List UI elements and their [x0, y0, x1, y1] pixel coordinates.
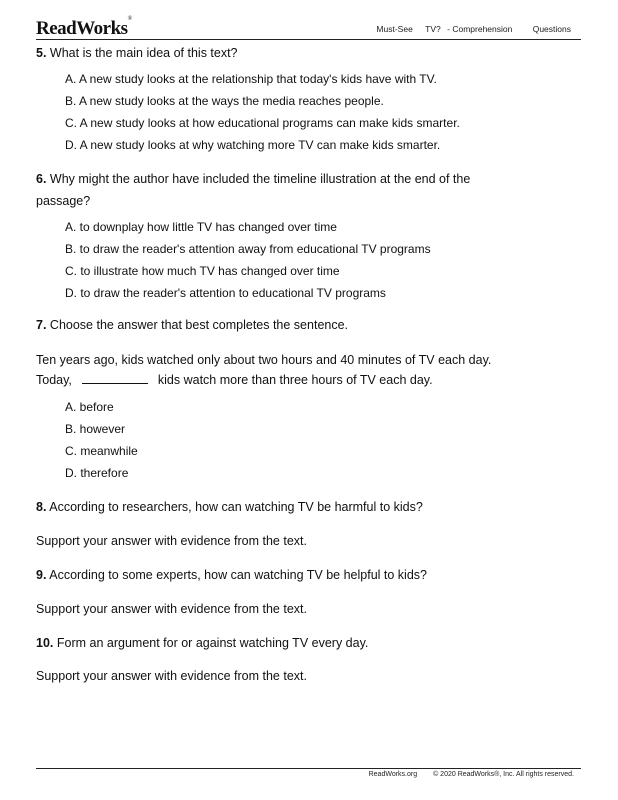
question-5-options: [36, 68, 576, 156]
question-10-support: Support your answer with evidence from the text.: [36, 669, 307, 683]
title-part-1: Must-See: [376, 24, 413, 34]
question-9-support: Support your answer with evidence from the text.: [36, 602, 307, 616]
question-number: 10.: [36, 636, 54, 650]
footer-copyright: © 2020 ReadWorks®, Inc. All rights reserved.: [433, 771, 574, 778]
readworks-logo: [36, 18, 132, 40]
question-number: 6.: [36, 172, 47, 186]
question-number: 8.: [36, 500, 47, 514]
question-text: What is the main idea of this text?: [49, 46, 238, 60]
question-text: Form an argument for or against watching TV every day.: [56, 636, 369, 650]
option-d: D. A new study looks at why watching more TV can make kids smarter.: [65, 138, 441, 152]
option-c: C. to illustrate how much TV has changed over time: [65, 264, 340, 278]
option-a: A. A new study looks at the relationship that today's kids have with TV.: [65, 72, 437, 86]
answer-blank: [82, 371, 148, 384]
header-divider: [36, 39, 581, 40]
question-7-options: [36, 396, 576, 484]
question-5: [36, 44, 576, 62]
question-number: 9.: [36, 568, 47, 582]
footer-site: ReadWorks.org: [368, 771, 418, 778]
question-text: Choose the answer that best completes the sentence.: [49, 318, 349, 332]
page-footer: [369, 771, 574, 778]
title-part-2: TV?: [425, 24, 441, 34]
question-8-support: Support your answer with evidence from the text.: [36, 534, 307, 548]
question-6-options: [36, 216, 576, 304]
option-b: B. A new study looks at the ways the media reaches people.: [65, 94, 384, 108]
question-text-line1: Why might the author have included the timeline illustration at the end of the: [49, 172, 471, 186]
question-9: [36, 566, 576, 584]
option-d: D. therefore: [65, 466, 129, 480]
question-list: [36, 44, 576, 685]
question-8: [36, 498, 576, 516]
question-number: 5.: [36, 46, 47, 60]
question-text: According to researchers, how can watching TV be harmful to kids?: [49, 500, 423, 514]
question-number: 7.: [36, 318, 47, 332]
logo-text: ReadWorks: [36, 18, 128, 39]
footer-divider: [36, 768, 581, 769]
passage-line1: Ten years ago, kids watched only about two hours and 40 minutes of TV each day.: [36, 353, 492, 367]
document-title: [366, 24, 571, 34]
page-header: [36, 18, 581, 40]
logo-mark: ®: [127, 16, 132, 22]
option-c: C. A new study looks at how educational programs can make kids smarter.: [65, 116, 460, 130]
passage-line2-end: kids watch more than three hours of TV each day.: [157, 373, 433, 387]
title-part-4: Questions: [532, 24, 571, 34]
question-7-passage: [36, 350, 576, 390]
option-a: A. before: [65, 400, 114, 414]
option-b: B. to draw the reader's attention away from educational TV programs: [65, 242, 431, 256]
question-text: According to some experts, how can watching TV be helpful to kids?: [49, 568, 427, 582]
question-6: [36, 168, 576, 212]
title-part-3: - Comprehension: [447, 24, 513, 34]
question-text-line2: passage?: [36, 194, 91, 208]
option-b: B. however: [65, 422, 126, 436]
question-7: [36, 316, 576, 334]
option-a: A. to downplay how little TV has changed over time: [65, 220, 337, 234]
passage-line2-start: Today,: [36, 373, 72, 387]
option-c: C. meanwhile: [65, 444, 138, 458]
option-d: D. to draw the reader's attention to educational TV programs: [65, 286, 386, 300]
question-10: [36, 634, 576, 652]
